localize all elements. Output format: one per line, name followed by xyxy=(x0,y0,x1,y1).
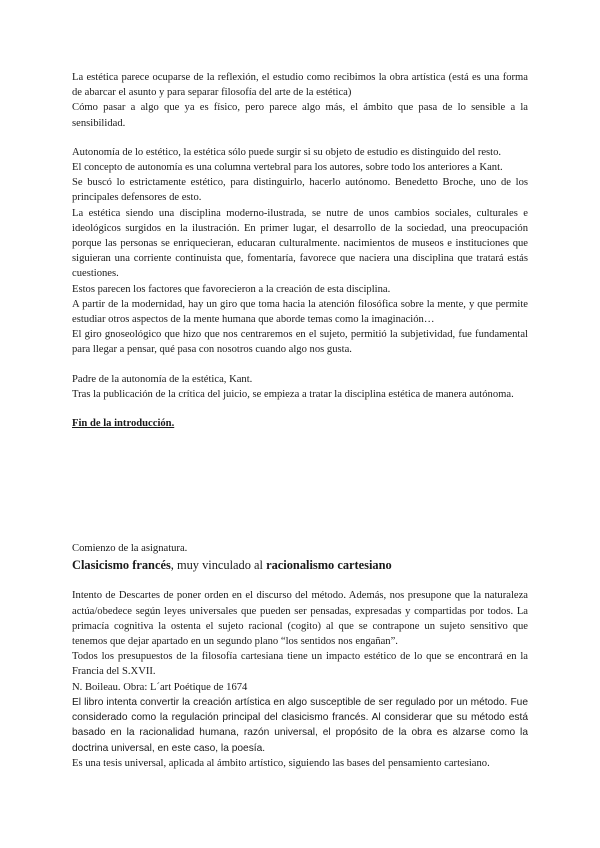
paragraph: El concepto de autonomía es una columna vertebral para los autores, sobre todo los anteriores a Kant. xyxy=(72,162,503,174)
section-title xyxy=(72,556,528,574)
paragraph: Estos parecen los factores que favorecieron a la creación de esta disciplina. xyxy=(72,283,391,295)
paragraph: La estética parece ocuparse de la reflexión, el estudio como recibimos la obra artística (está es una forma de abarcar el asunto y para separar filosofía del arte de la estética) xyxy=(72,72,528,99)
paragraph: Se buscó lo estrictamente estético, para distinguirlo, hacerlo autónomo. Benedetto Broche, uno de los principales defensores de esto. xyxy=(72,177,528,204)
spacer xyxy=(72,358,528,372)
paragraph: La estética siendo una disciplina moderno-ilustrada, se nutre de unos cambios sociales, culturales e ideológicos surgidos en la ilustración. En primer lugar, el desarrollo de la sociedad, una preocupación porque las personas se enriquecieran, educaran culturalmente. nacimientos de museos e instituciones que siguieran una corriente continuista que, fomentaría, favorece que naciera una disciplina que tratará estás cuestiones. xyxy=(72,207,528,280)
paragraph: N. Boileau. Obra: L´art Poétique de 1674 xyxy=(72,681,248,693)
section-title-bold: racionalismo cartesiano xyxy=(266,558,392,573)
paragraph: Intento de Descartes de poner orden en el discurso del método. Además, nos presupone que la naturaleza actúa/obedece según leyes universales que pueden ser pensadas, expresadas y compartidas por todos. La primacía cognitiva la ostenta el sujeto racional (cogito) al que se contrapone un sujeto sensitivo que tenemos que dejar apartado en un segundo plano “los sentidos nos engañan”. xyxy=(72,590,528,648)
paragraph: Todos los presupuestos de la filosofía cartesiana tiene un impacto estético de lo que se encontrará en la Francia del S.XVII. xyxy=(72,651,528,678)
spacer xyxy=(72,131,528,145)
document-page xyxy=(72,70,528,771)
paragraph: El libro intenta convertir la creación artística en algo susceptible de ser regulado por un método. Fue considerado como la regulación principal del clasicismo francés. Al considerar que su método está basado en la racionalidad humana, razón universal, el propósito de la obra es alzarse como la doctrina universal, en este caso, la poesía. xyxy=(72,696,528,754)
paragraph: Cómo pasar a algo que ya es físico, pero parece algo más, el ámbito que pasa de lo sensible a la sensibilidad. xyxy=(72,102,528,129)
paragraph: Es una tesis universal, aplicada al ámbito artístico, siguiendo las bases del pensamiento cartesiano. xyxy=(72,757,490,769)
paragraph: A partir de la modernidad, hay un giro que toma hacia la atención filosófica sobre la mente, y que permite estudiar otros aspectos de la mente humana que aborde temas como la imaginación… xyxy=(72,298,528,326)
paragraph: Tras la publicación de la crítica del juicio, se empieza a tratar la disciplina estética de manera autónoma. xyxy=(72,388,514,400)
spacer xyxy=(72,402,528,416)
intro-end-heading: Fin de la introducción. xyxy=(72,418,175,430)
paragraph: Autonomía de lo estético, la estética sólo puede surgir si su objeto de estudio es distinguido del resto. xyxy=(72,146,502,158)
section-title-connector: , muy vinculado al xyxy=(170,558,267,573)
course-start-label: Comienzo de la asignatura. xyxy=(72,543,188,555)
spacer xyxy=(72,431,528,541)
spacer xyxy=(72,574,528,588)
section-title-bold: Clasicismo francés xyxy=(72,558,171,573)
paragraph: El giro gnoseológico que hizo que nos centraremos en el sujeto, permitió la subjetividad, fue fundamental para llegar a pensar, qué pasa con nosotros cuando algo nos gusta. xyxy=(72,329,528,356)
paragraph: Padre de la autonomía de la estética, Kant. xyxy=(72,373,253,385)
